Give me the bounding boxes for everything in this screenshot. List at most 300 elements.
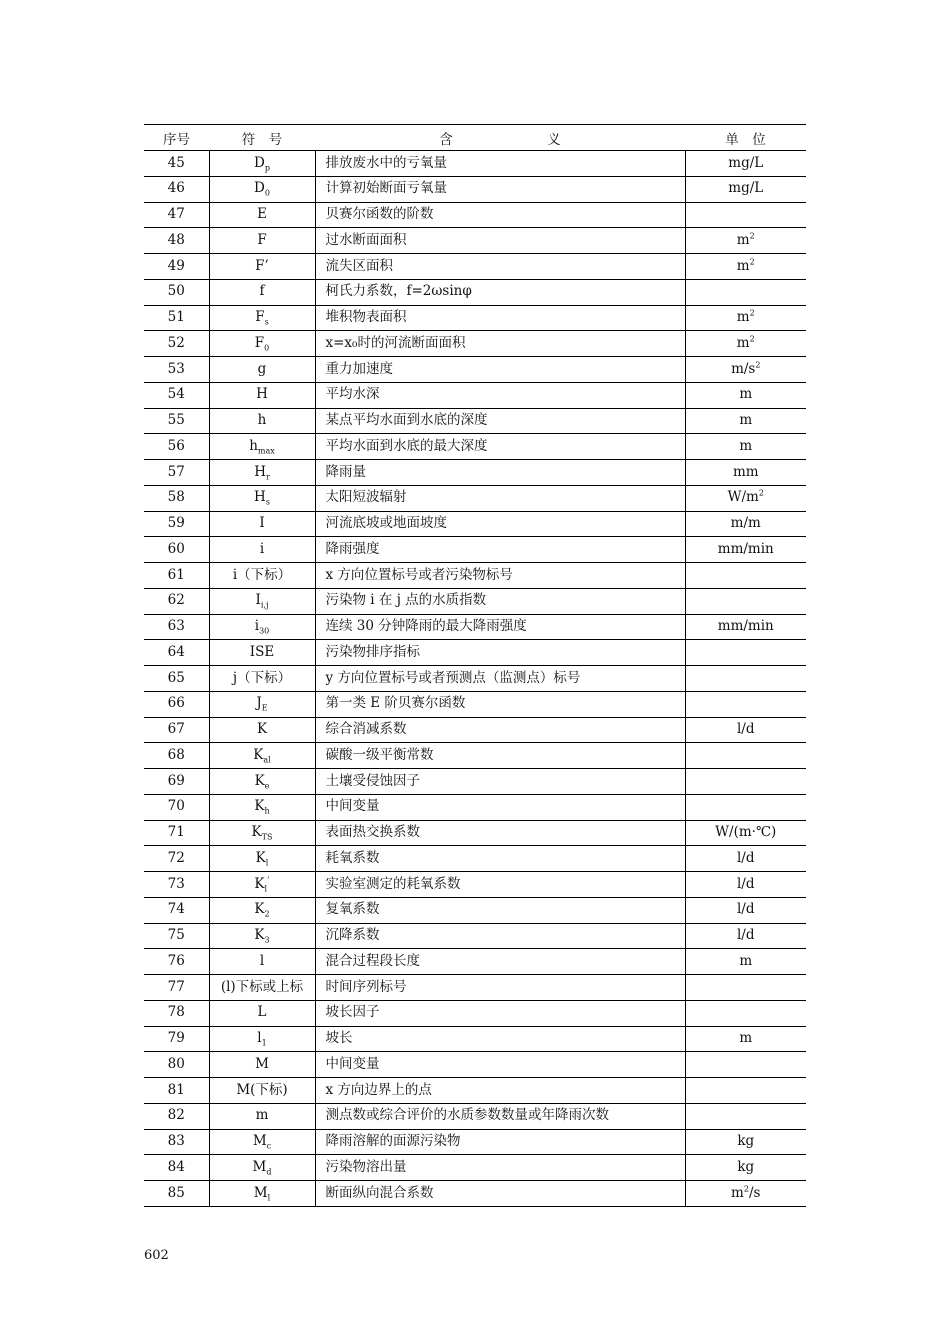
row-number: 75	[144, 923, 209, 949]
table-row	[144, 1026, 806, 1052]
symbol-main: I	[255, 592, 261, 609]
unit-superscript: 2	[743, 1184, 749, 1194]
symbol-main: K	[256, 721, 268, 738]
symbol-main: H	[254, 463, 266, 480]
row-meaning: 降雨强度	[315, 537, 685, 563]
symbol-main: l	[257, 1030, 262, 1047]
row-meaning: 沉降系数	[315, 923, 685, 949]
unit-superscript: 2	[749, 257, 755, 267]
row-symbol	[209, 460, 315, 486]
row-meaning: y 方向位置标号或者预测点（监测点）标号	[315, 666, 685, 692]
table-row	[144, 254, 806, 280]
row-number: 81	[144, 1078, 209, 1104]
row-number: 61	[144, 563, 209, 589]
unit-main: l/d	[736, 927, 755, 944]
symbol-subscript: l	[267, 1193, 271, 1203]
table-row	[144, 717, 806, 743]
unit-superscript: 2	[749, 334, 755, 344]
unit-main: m	[736, 334, 750, 351]
row-meaning: 降雨溶解的面源污染物	[315, 1129, 685, 1155]
row-meaning: 表面热交换系数	[315, 820, 685, 846]
row-meaning: 中间变量	[315, 1052, 685, 1078]
row-number: 46	[144, 176, 209, 202]
symbol-main: M(下标)	[236, 1081, 288, 1098]
row-meaning: 碳酸一级平衡常数	[315, 743, 685, 769]
row-number: 53	[144, 357, 209, 383]
row-symbol	[209, 691, 315, 717]
row-number: 60	[144, 537, 209, 563]
row-unit	[685, 537, 806, 563]
table-row	[144, 1103, 806, 1129]
unit-main: m	[739, 952, 753, 969]
row-unit	[685, 846, 806, 872]
row-meaning: 实验室测定的耗氧系数	[315, 872, 685, 898]
table-row	[144, 382, 806, 408]
row-symbol	[209, 717, 315, 743]
table-row	[144, 305, 806, 331]
unit-main: m	[736, 309, 750, 326]
symbol-main: ISE	[249, 643, 275, 660]
symbol-main: J	[256, 695, 262, 712]
table-row	[144, 485, 806, 511]
row-number: 48	[144, 228, 209, 254]
unit-main: mm	[732, 463, 759, 480]
row-meaning: 过水断面面积	[315, 228, 685, 254]
unit-main: mm/min	[717, 540, 774, 557]
row-number: 54	[144, 382, 209, 408]
row-meaning: 连续 30 分钟降雨的最大降雨强度	[315, 614, 685, 640]
row-symbol	[209, 434, 315, 460]
table-row	[144, 176, 806, 202]
row-symbol	[209, 666, 315, 692]
row-meaning: 流失区面积	[315, 254, 685, 280]
row-symbol	[209, 228, 315, 254]
row-symbol	[209, 151, 315, 177]
table-row	[144, 975, 806, 1001]
table-row	[144, 563, 806, 589]
row-symbol	[209, 640, 315, 666]
table-row	[144, 949, 806, 975]
row-unit	[685, 769, 806, 795]
table-row	[144, 1155, 806, 1181]
row-meaning: 中间变量	[315, 794, 685, 820]
row-symbol	[209, 254, 315, 280]
unit-main: W/(m·℃)	[715, 824, 777, 841]
row-symbol	[209, 872, 315, 898]
row-meaning: x 方向边界上的点	[315, 1078, 685, 1104]
unit-main: m	[739, 386, 753, 403]
header-symbol: 符 号	[209, 125, 315, 151]
row-unit	[685, 1052, 806, 1078]
symbol-main: F’	[255, 257, 269, 274]
symbol-subscript: 0	[264, 189, 270, 199]
row-number: 57	[144, 460, 209, 486]
row-number: 76	[144, 949, 209, 975]
symbol-main: K	[253, 746, 264, 763]
row-number: 71	[144, 820, 209, 846]
symbol-main: D	[254, 154, 265, 171]
symbol-main: K	[254, 901, 265, 918]
symbol-main: i（下标）	[232, 566, 292, 583]
row-unit	[685, 228, 806, 254]
row-meaning: 测点数或综合评价的水质参数数量或年降雨次数	[315, 1103, 685, 1129]
row-meaning: 耗氧系数	[315, 846, 685, 872]
row-number: 51	[144, 305, 209, 331]
table-row	[144, 460, 806, 486]
symbol-subscript: i,j	[260, 601, 269, 611]
row-symbol	[209, 382, 315, 408]
unit-main: l/d	[736, 875, 755, 892]
unit-main: l/d	[736, 721, 755, 738]
row-meaning: 重力加速度	[315, 357, 685, 383]
row-unit	[685, 897, 806, 923]
symbol-main: M	[255, 1055, 269, 1072]
row-number: 52	[144, 331, 209, 357]
row-number: 64	[144, 640, 209, 666]
symbol-subscript: l	[264, 884, 268, 894]
symbol-main: H	[256, 386, 268, 403]
row-number: 66	[144, 691, 209, 717]
row-unit	[685, 563, 806, 589]
symbol-subscript: E	[261, 704, 268, 714]
symbol-main: M	[253, 1184, 268, 1201]
symbol-subscript: h	[264, 807, 270, 817]
header-unit: 单 位	[685, 125, 806, 151]
row-symbol	[209, 897, 315, 923]
table-row	[144, 511, 806, 537]
row-meaning: 贝赛尔函数的阶数	[315, 202, 685, 228]
row-number: 49	[144, 254, 209, 280]
table-row	[144, 820, 806, 846]
row-symbol	[209, 794, 315, 820]
unit-superscript: 2	[749, 308, 755, 318]
row-meaning: 污染物 i 在 j 点的水质指数	[315, 588, 685, 614]
symbol-main: K	[255, 849, 266, 866]
unit-main: m/m	[730, 515, 761, 532]
table-row	[144, 640, 806, 666]
table-row	[144, 1052, 806, 1078]
row-symbol	[209, 820, 315, 846]
row-number: 59	[144, 511, 209, 537]
row-number: 70	[144, 794, 209, 820]
symbol-subscript: TS	[261, 832, 273, 842]
row-number: 83	[144, 1129, 209, 1155]
table-row	[144, 1078, 806, 1104]
table-row	[144, 691, 806, 717]
table-row	[144, 279, 806, 305]
row-meaning: 混合过程段长度	[315, 949, 685, 975]
row-meaning: 平均水面到水底的最大深度	[315, 434, 685, 460]
row-meaning: 坡长因子	[315, 1000, 685, 1026]
table-row	[144, 588, 806, 614]
unit-main: mg/L	[728, 180, 764, 197]
table-row	[144, 228, 806, 254]
row-unit	[685, 923, 806, 949]
table-row	[144, 614, 806, 640]
row-unit	[685, 1155, 806, 1181]
row-number: 80	[144, 1052, 209, 1078]
row-meaning: 排放废水中的亏氧量	[315, 151, 685, 177]
unit-main: m	[736, 257, 750, 274]
unit-superscript: 2	[755, 360, 761, 370]
row-symbol	[209, 588, 315, 614]
row-number: 55	[144, 408, 209, 434]
row-number: 73	[144, 872, 209, 898]
table-row	[144, 923, 806, 949]
symbol-main: F	[257, 231, 267, 248]
symbol-subscript: l	[265, 858, 269, 868]
unit-main: W/m	[727, 489, 759, 506]
table-row	[144, 331, 806, 357]
row-number: 77	[144, 975, 209, 1001]
row-unit	[685, 588, 806, 614]
table-row	[144, 1129, 806, 1155]
row-unit	[685, 1026, 806, 1052]
row-unit	[685, 408, 806, 434]
row-unit	[685, 1103, 806, 1129]
unit-main: m	[739, 412, 753, 429]
row-meaning: 堆积物表面积	[315, 305, 685, 331]
row-number: 45	[144, 151, 209, 177]
row-number: 47	[144, 202, 209, 228]
row-symbol	[209, 279, 315, 305]
symbol-main: i	[259, 540, 265, 557]
row-number: 74	[144, 897, 209, 923]
symbol-main: H	[254, 489, 266, 506]
table-row	[144, 434, 806, 460]
symbol-main: D	[254, 180, 265, 197]
row-symbol	[209, 537, 315, 563]
row-number: 68	[144, 743, 209, 769]
row-unit	[685, 176, 806, 202]
header-row	[144, 125, 806, 151]
symbol-subscript: 1	[261, 1038, 267, 1048]
row-unit	[685, 1129, 806, 1155]
symbol-main: F	[255, 309, 265, 326]
symbol-subscript: s	[265, 498, 270, 508]
row-number: 67	[144, 717, 209, 743]
symbol-main: h	[249, 437, 258, 454]
row-symbol	[209, 202, 315, 228]
table-body	[144, 151, 806, 1207]
row-unit	[685, 614, 806, 640]
symbol-main: E	[257, 206, 267, 223]
row-unit	[685, 717, 806, 743]
row-symbol	[209, 408, 315, 434]
table-row	[144, 202, 806, 228]
row-symbol	[209, 614, 315, 640]
row-meaning: 时间序列标号	[315, 975, 685, 1001]
table-row	[144, 872, 806, 898]
unit-main: kg	[737, 1158, 755, 1175]
symbol-main: K	[254, 875, 265, 892]
table-row	[144, 666, 806, 692]
row-unit	[685, 1078, 806, 1104]
symbol-main: K	[254, 927, 265, 944]
row-unit	[685, 1181, 806, 1207]
row-unit	[685, 382, 806, 408]
symbol-main: i	[254, 618, 260, 635]
row-unit	[685, 820, 806, 846]
row-symbol	[209, 1052, 315, 1078]
row-number: 72	[144, 846, 209, 872]
symbol-subscript: e	[264, 781, 270, 791]
header-no: 序号	[144, 125, 209, 151]
symbol-main: h	[257, 412, 267, 429]
row-symbol	[209, 769, 315, 795]
row-symbol	[209, 331, 315, 357]
row-unit	[685, 331, 806, 357]
row-meaning: 某点平均水面到水底的深度	[315, 408, 685, 434]
unit-main: m/s	[731, 360, 756, 377]
row-meaning: 坡长	[315, 1026, 685, 1052]
symbol-subscript: s	[264, 317, 269, 327]
row-unit	[685, 279, 806, 305]
unit-main: kg	[737, 1133, 755, 1150]
table-row	[144, 1000, 806, 1026]
row-meaning: x=x₀时的河流断面面积	[315, 331, 685, 357]
row-unit	[685, 151, 806, 177]
table-header	[144, 125, 806, 151]
table-row	[144, 897, 806, 923]
symbol-subscript: 30	[259, 626, 270, 636]
row-meaning: 降雨量	[315, 460, 685, 486]
row-number: 84	[144, 1155, 209, 1181]
unit-main: m	[736, 231, 750, 248]
row-unit	[685, 1000, 806, 1026]
symbol-main: K	[254, 772, 265, 789]
row-meaning: 污染物溶出量	[315, 1155, 685, 1181]
row-symbol	[209, 485, 315, 511]
row-number: 63	[144, 614, 209, 640]
row-symbol	[209, 1000, 315, 1026]
row-symbol	[209, 1155, 315, 1181]
symbol-superscript: ’	[267, 875, 270, 885]
row-number: 58	[144, 485, 209, 511]
table-row	[144, 357, 806, 383]
unit-main: l/d	[736, 849, 755, 866]
unit-superscript: 2	[758, 488, 764, 498]
row-symbol	[209, 1103, 315, 1129]
table-row	[144, 1181, 806, 1207]
symbol-main: j（下标）	[232, 669, 292, 686]
symbol-subscript: al	[263, 755, 271, 765]
symbol-main: g	[257, 360, 267, 377]
unit-superscript: 2	[749, 231, 755, 241]
symbol-main: L	[257, 1004, 267, 1021]
row-unit	[685, 640, 806, 666]
row-unit	[685, 691, 806, 717]
row-unit	[685, 743, 806, 769]
unit-main: mg/L	[728, 154, 764, 171]
unit-main: l/d	[736, 901, 755, 918]
row-symbol	[209, 1026, 315, 1052]
table-row	[144, 743, 806, 769]
symbol-subscript: 3	[264, 935, 270, 945]
symbol-main: M	[252, 1158, 267, 1175]
row-meaning: 断面纵向混合系数	[315, 1181, 685, 1207]
row-unit	[685, 434, 806, 460]
row-unit	[685, 975, 806, 1001]
row-unit	[685, 794, 806, 820]
row-symbol	[209, 1078, 315, 1104]
unit-main: m	[731, 1184, 744, 1201]
symbol-main: m	[255, 1107, 269, 1124]
row-symbol	[209, 357, 315, 383]
row-meaning: 柯氏力系数，f=2ωsinφ	[315, 279, 685, 305]
unit-main: mm/min	[717, 618, 774, 635]
row-unit	[685, 666, 806, 692]
symbol-table	[144, 124, 806, 1207]
row-unit	[685, 305, 806, 331]
symbol-main: K	[254, 798, 265, 815]
row-unit	[685, 202, 806, 228]
symbol-subscript: max	[257, 446, 275, 456]
table-row	[144, 151, 806, 177]
row-unit	[685, 949, 806, 975]
row-symbol	[209, 176, 315, 202]
row-meaning: 污染物排序指标	[315, 640, 685, 666]
row-meaning: 平均水深	[315, 382, 685, 408]
row-unit	[685, 872, 806, 898]
row-number: 69	[144, 769, 209, 795]
symbol-subscript: 2	[264, 910, 270, 920]
table-row	[144, 846, 806, 872]
row-symbol	[209, 743, 315, 769]
row-symbol	[209, 1129, 315, 1155]
row-meaning: 计算初始断面亏氧量	[315, 176, 685, 202]
symbol-subscript: c	[266, 1141, 272, 1151]
row-number: 85	[144, 1181, 209, 1207]
row-symbol	[209, 511, 315, 537]
row-meaning: 河流底坡或地面坡度	[315, 511, 685, 537]
symbol-main: I	[259, 515, 265, 532]
symbol-main: F	[254, 334, 265, 351]
row-unit	[685, 485, 806, 511]
table-row	[144, 794, 806, 820]
row-symbol	[209, 949, 315, 975]
row-number: 78	[144, 1000, 209, 1026]
row-number: 50	[144, 279, 209, 305]
table-row	[144, 408, 806, 434]
row-symbol	[209, 563, 315, 589]
row-symbol	[209, 305, 315, 331]
symbol-subscript: d	[266, 1167, 272, 1177]
row-unit	[685, 460, 806, 486]
row-number: 82	[144, 1103, 209, 1129]
symbol-main: (l)下标或上标	[220, 978, 304, 995]
row-meaning: 复氧系数	[315, 897, 685, 923]
row-unit	[685, 357, 806, 383]
table-row	[144, 537, 806, 563]
row-symbol	[209, 975, 315, 1001]
row-meaning: 太阳短波辐射	[315, 485, 685, 511]
row-meaning: 土壤受侵蚀因子	[315, 769, 685, 795]
row-number: 79	[144, 1026, 209, 1052]
symbol-subscript: 0	[264, 343, 270, 353]
table-row	[144, 769, 806, 795]
row-symbol	[209, 923, 315, 949]
row-meaning: 综合消减系数	[315, 717, 685, 743]
symbol-main: K	[251, 824, 262, 841]
row-unit	[685, 254, 806, 280]
row-number: 56	[144, 434, 209, 460]
row-meaning: x 方向位置标号或者污染物标号	[315, 563, 685, 589]
symbol-main: l	[259, 952, 265, 969]
symbol-main: M	[252, 1133, 267, 1150]
page-number: 602	[144, 1248, 169, 1263]
header-meaning: 含 义	[315, 125, 685, 151]
